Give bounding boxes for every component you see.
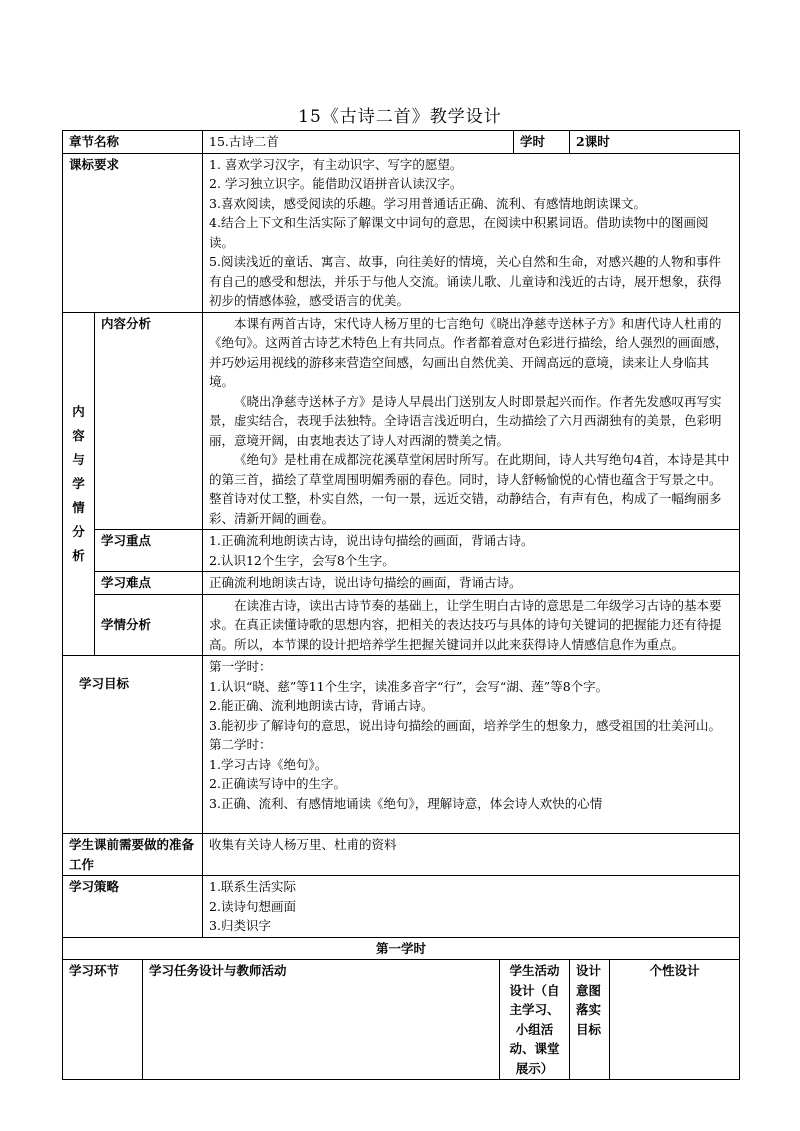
chapter-row	[63, 131, 740, 154]
goal-line: 第一学时：	[209, 659, 272, 674]
col-task-header: 学习任务设计与教师活动	[143, 960, 500, 1080]
situation-row	[63, 594, 740, 656]
curriculum-item: 3.喜欢阅读，感受阅读的乐趣。学习用普通话正确、流利、有感情地朗读课文。	[209, 195, 646, 211]
goals-content	[203, 656, 740, 834]
key-point-item: 1.正确流利地朗读古诗，说出诗句描绘的画面，背诵古诗。	[209, 533, 534, 548]
content-analysis-row	[63, 312, 740, 530]
goal-line: 1.学习古诗《绝句》。	[209, 756, 328, 772]
preparation-label: 学生课前需要做的准备工作	[63, 834, 203, 876]
first-period-heading: 第一学时	[63, 937, 740, 960]
strategy-row	[63, 876, 740, 938]
chapter-value: 15.古诗二首	[203, 131, 514, 154]
curriculum-content	[203, 153, 740, 312]
curriculum-item: 4.结合上下文和生活实际了解课文中词句的意思，在阅读中积累词语。借助读物中的图画阅读。	[209, 215, 709, 250]
side-char: 内	[72, 403, 85, 419]
side-char: 学	[72, 475, 85, 491]
side-char: 情	[72, 499, 85, 515]
difficulty-label: 学习难点	[95, 572, 203, 595]
strategy-content	[203, 876, 740, 938]
curriculum-row	[63, 153, 740, 312]
side-char: 分	[72, 523, 85, 539]
key-points-content	[203, 530, 740, 572]
key-point-item: 2.认识12个生字，会写8个生字。	[209, 552, 395, 568]
content-paragraph: 《晓出净慈寺送林子方》是诗人早晨出门送别友人时即景起兴而作。作者先发感叹再写实景，虚实结合，表现手法独特。全诗语言浅近明白，生动描绘了六月西湖独有的美景，色彩明丽，意境开阔，由衷地表达了诗人对西湖的赞美之情。	[209, 393, 722, 448]
content-paragraph: 本课有两首古诗，宋代诗人杨万里的七言绝句《晓出净慈寺送林子方》和唐代诗人杜甫的《绝句》。这两首古诗艺术特色上有共同点。作者都着意对色彩进行描绘，给人强烈的画面感，并巧妙运用视线的游移来营造空间感，勾画出自然优美、开阔高远的意境，读来让人身临其境。	[209, 315, 728, 389]
curriculum-item: 2. 学习独立识字。能借助汉语拼音认读汉字。	[209, 176, 463, 191]
first-period-row	[63, 937, 740, 960]
strategy-item: 3.归类识字	[209, 918, 271, 933]
key-points-label: 学习重点	[95, 530, 203, 572]
key-points-row	[63, 530, 740, 572]
goals-label: 学习目标	[63, 656, 203, 834]
hours-value: 2课时	[570, 131, 740, 154]
col-student-header: 学生活动设计（自主学习、小组活动、课堂展示）	[500, 960, 570, 1080]
hours-label: 学时	[514, 131, 570, 154]
strategy-item: 2.读诗句想画面	[209, 898, 296, 914]
col-intent-header: 设计意图落实目标	[570, 960, 610, 1080]
curriculum-item: 1. 喜欢学习汉字，有主动识字、写字的愿望。	[209, 156, 463, 172]
goal-line: 3.能初步了解诗句的意思，说出诗句描绘的画面，培养学生的想象力，感受祖国的壮美河山。	[209, 717, 721, 733]
content-paragraph: 《绝句》是杜甫在成都浣花溪草堂闲居时所写。在此期间，诗人共写绝句4首，本诗是其中的第三首，描绘了草堂周围明媚秀丽的春色。同时，诗人舒畅愉悦的心情也蕴含于写景之中。整首诗对仗工整，朴实自然，一句一景，远近交错，动静结合，有声有色，构成了一幅绚丽多彩、清新开阔的画卷。	[209, 452, 730, 526]
curriculum-item: 5.阅读浅近的童话、寓言、故事，向往美好的情境，关心自然和生命，对感兴趣的人物和事件有自己的感受和想法，并乐于与他人交流。诵读儿歌、儿童诗和浅近的古诗，展开想象，获得初步的情感体验，感受语言的优美。	[209, 254, 722, 308]
preparation-text: 收集有关诗人杨万里、杜甫的资料	[203, 834, 740, 876]
preparation-row	[63, 834, 740, 876]
analysis-side-label	[63, 312, 95, 656]
side-char: 析	[72, 547, 85, 563]
content-analysis-label: 内容分析	[95, 312, 203, 530]
situation-text: 在读准古诗，读出古诗节奏的基础上，让学生明白古诗的意思是二年级学习古诗的基本要求。在真正读懂诗歌的思想内容，把相关的表达技巧与具体的诗句关键词的把握能力还有待提高。所以，本节课的设计把培养学生把握关键词并以此来获得诗人情感信息作为重点。	[203, 594, 740, 656]
side-char: 容	[72, 427, 85, 443]
content-analysis-text	[203, 312, 740, 530]
goal-line: 1.认识“晓、慈”等11个生字，读准多音字“行”，会写“湖、莲”等8个字。	[209, 678, 609, 694]
col-personal-header: 个性设计	[610, 960, 740, 1080]
goals-row	[63, 656, 740, 834]
page-title: 15《古诗二首》教学设计	[298, 107, 502, 127]
side-char: 与	[72, 451, 85, 467]
goal-line: 2.正确读写诗中的生字。	[209, 776, 346, 791]
difficulty-text: 正确流利地朗读古诗，说出诗句描绘的画面，背诵古诗。	[203, 572, 740, 595]
col-stage-header: 学习环节	[63, 960, 143, 1080]
strategy-label: 学习策略	[63, 876, 203, 938]
situation-label: 学情分析	[95, 594, 203, 656]
curriculum-label: 课标要求	[63, 153, 203, 312]
strategy-item: 1.联系生活实际	[209, 879, 296, 894]
goal-line: 2.能正确、流利地朗读古诗，背诵古诗。	[209, 698, 434, 713]
goal-line: 3.正确、流利、有感情地诵读《绝句》，理解诗意，体会诗人欢快的心情	[209, 795, 603, 811]
activity-header-row	[63, 960, 740, 1080]
difficulty-row	[63, 572, 740, 595]
goal-line: 第二学时：	[209, 737, 272, 752]
chapter-label: 章节名称	[63, 131, 203, 154]
lesson-plan-table	[62, 130, 740, 1080]
